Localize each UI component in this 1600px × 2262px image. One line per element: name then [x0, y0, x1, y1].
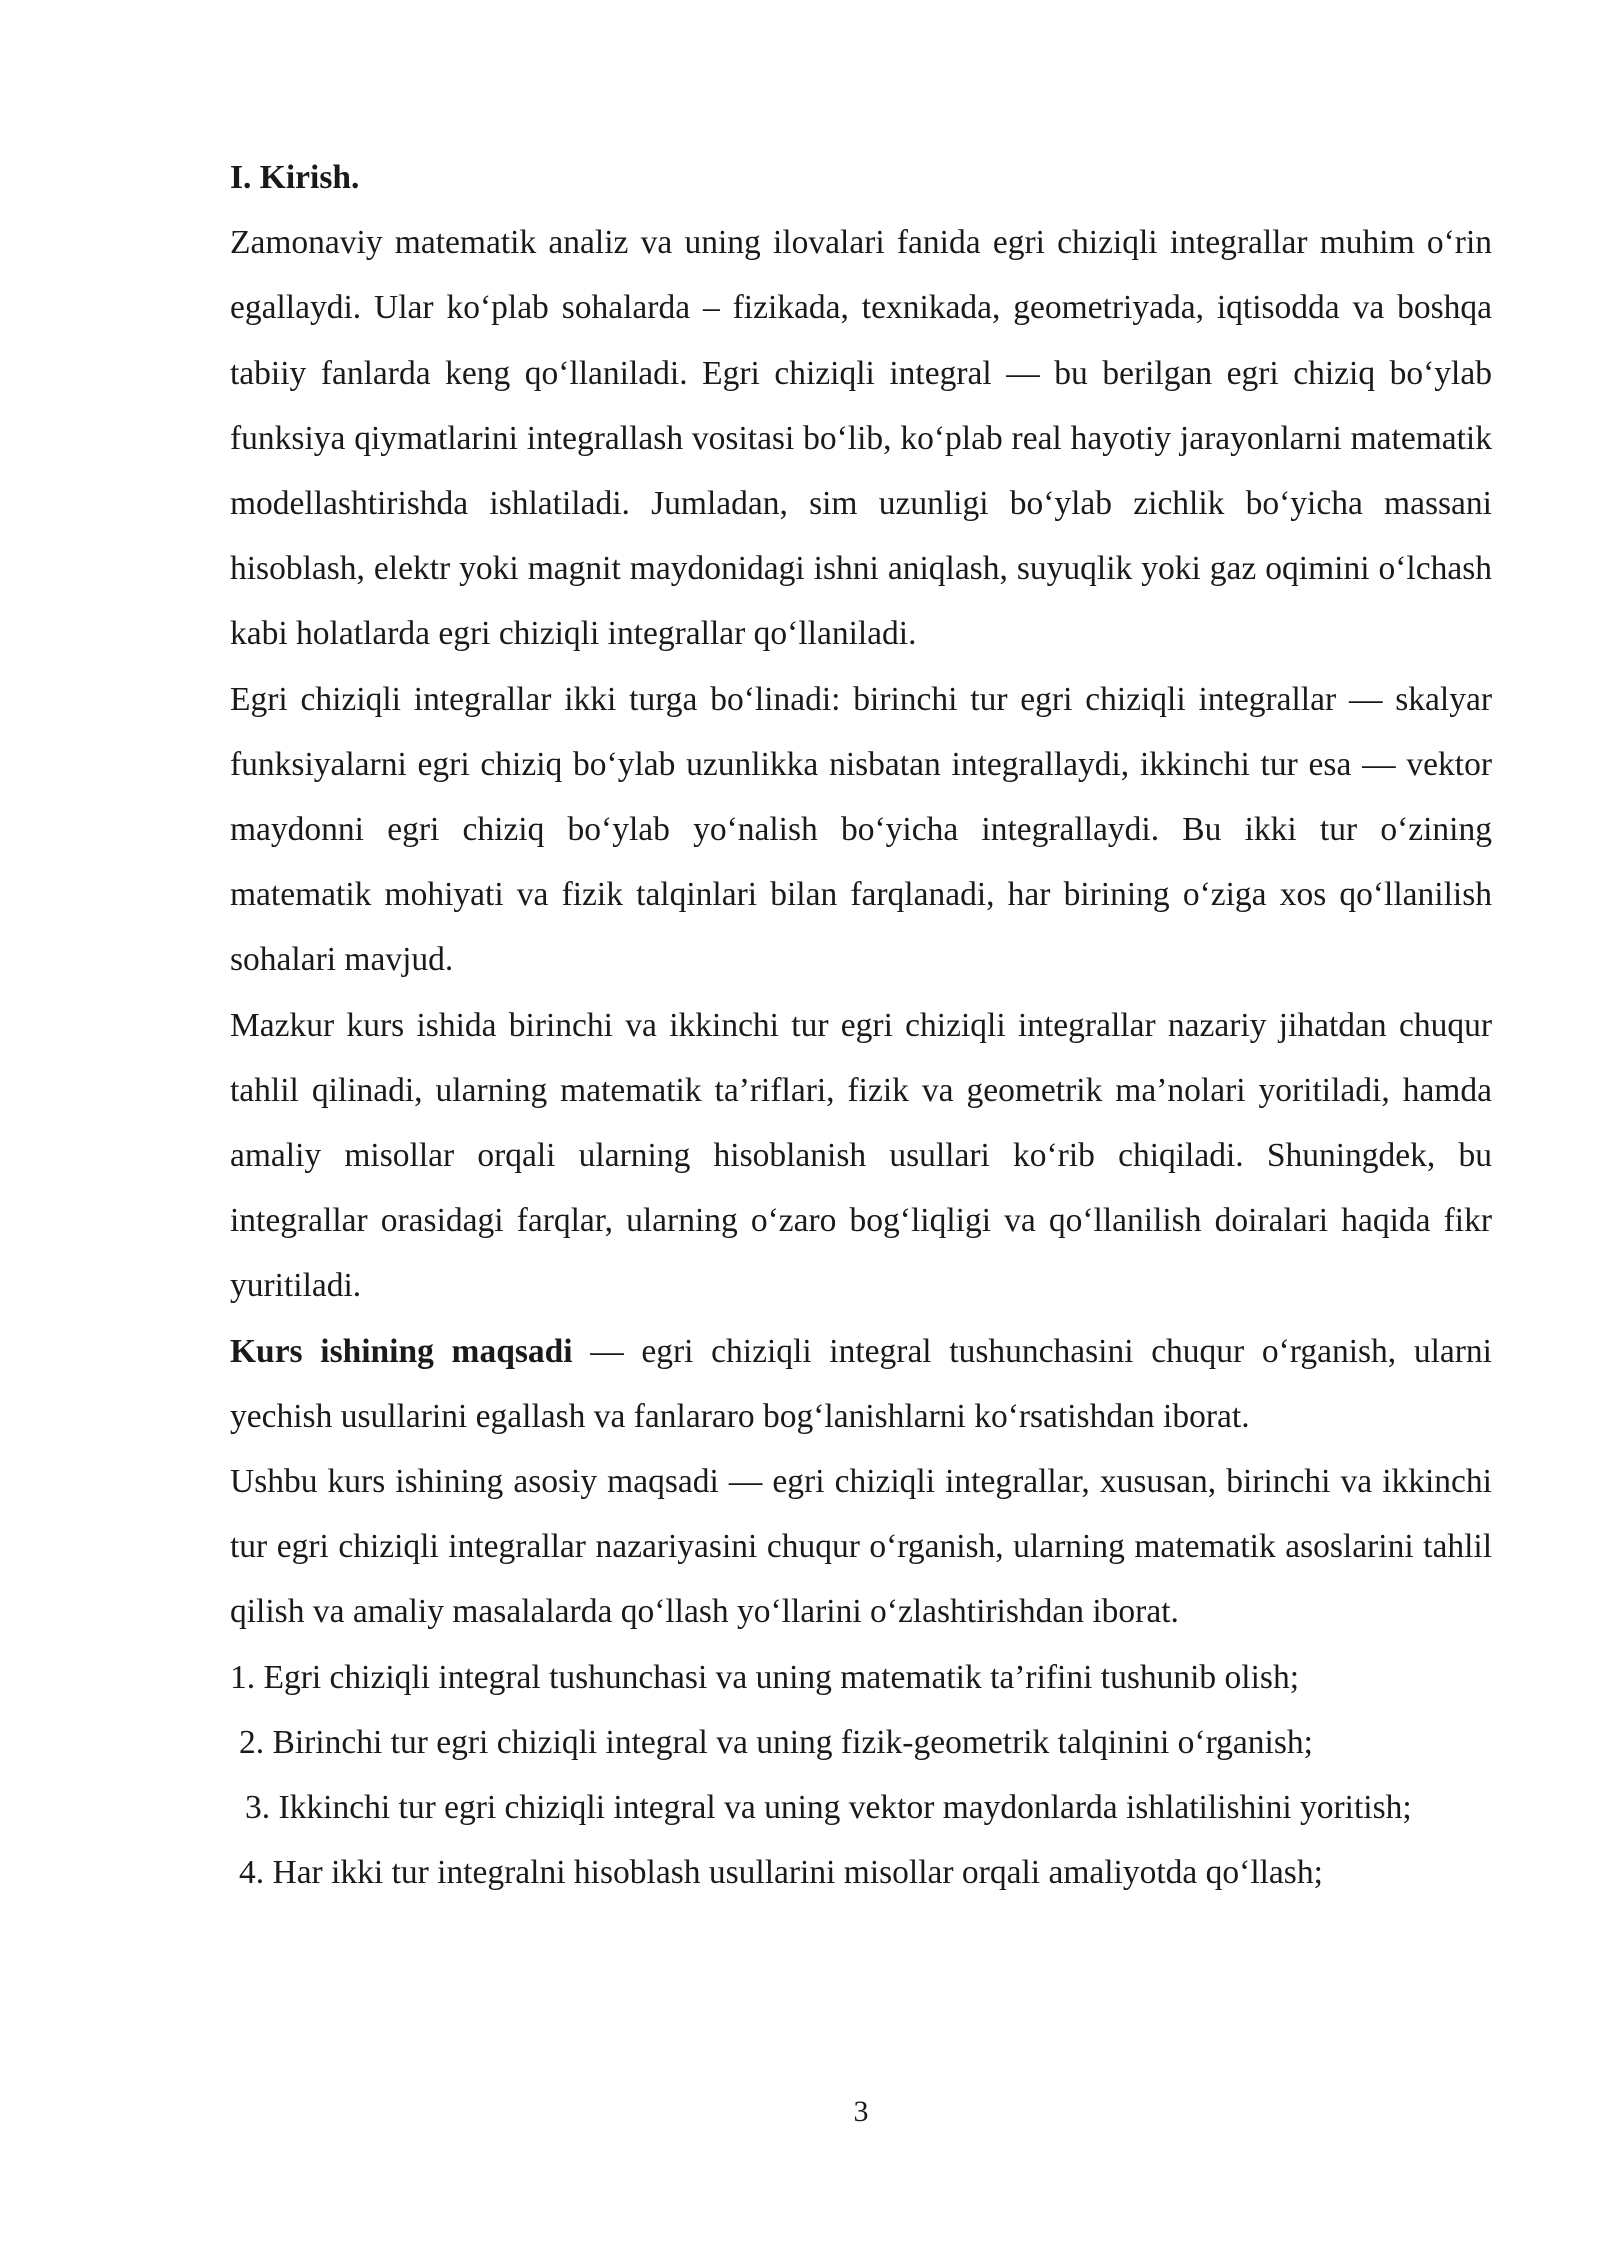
- page-number: 3: [853, 2095, 869, 2128]
- goal-label: Kurs ishining maqsadi: [230, 1332, 573, 1370]
- goal-paragraph: [230, 1319, 1492, 1449]
- main-goal-paragraph: Ushbu kurs ishining asosiy maqsadi — egri chiziqli integrallar, xususan, birinchi va ikkinchi tur egri chiziqli integrallar nazariyasini chuqur o‘rganish, ularning matematik asoslarini tahlil qilish va amaliy masalalarda qo‘llash yo‘llarini o‘zlashtirishdan iborat.: [230, 1463, 1492, 1631]
- document-page: [230, 145, 1492, 1905]
- intro-paragraph: Zamonaviy matematik analiz va uning ilovalari fanida egri chiziqli integrallar muhim o‘rin egallaydi. Ular ko‘plab sohalarda – fizikada, texnikada, geometriyada, iqtisodda va boshqa tabiiy fanlarda keng qo‘llaniladi. Egri chiziqli integral — bu berilgan egri chiziq bo‘ylab funksiya qiymatlarini integrallash vositasi bo‘lib, ko‘plab real hayotiy jarayonlarni matematik modellashtirishda ishlatiladi. Jumladan, sim uzunligi bo‘ylab zichlik bo‘yicha massani hisoblash, elektr yoki magnit maydonidagi ishni aniqlash, suyuqlik yoki gaz oqimini o‘lchash kabi holatlarda egri chiziqli integrallar qo‘llaniladi.: [230, 224, 1492, 653]
- types-paragraph: Egri chiziqli integrallar ikki turga bo‘linadi: birinchi tur egri chiziqli integrallar — skalyar funksiyalarni egri chiziq bo‘ylab uzunlikka nisbatan integrallaydi, ikkinchi tur esa — vektor maydonni egri chiziq bo‘ylab yo‘nalish bo‘yicha integrallaydi. Bu ikki tur o‘zining matematik mohiyati va fizik talqinlari bilan farqlanadi, har birining o‘ziga xos qo‘llanilish sohalari mavjud.: [230, 680, 1492, 979]
- list-item-1: 1. Egri chiziqli integral tushunchasi va uning matematik ta’rifini tushunib olish;: [230, 1658, 1300, 1696]
- section-heading: I. Kirish.: [230, 159, 360, 196]
- list-item-2: 2. Birinchi tur egri chiziqli integral va uning fizik-geometrik talqinini o‘rganish;: [239, 1723, 1313, 1761]
- goal-text: — egri chiziqli integral tushunchasini chuqur o‘rganish, ularni yechish usullarini egallash va fanlararo bog‘lanishlarni ko‘rsatishdan iborat.: [230, 1332, 1492, 1435]
- scope-paragraph: Mazkur kurs ishida birinchi va ikkinchi tur egri chiziqli integrallar nazariy jihatdan chuqur tahlil qilinadi, ularning matematik ta’riflari, fizik va geometrik ma’nolari yoritiladi, hamda amaliy misollar orqali ularning hisoblanish usullari ko‘rib chiqiladi. Shuningdek, bu integrallar orasidagi farqlar, ularning o‘zaro bog‘liqligi va qo‘llanilish doiralari haqida fikr yuritiladi.: [230, 1006, 1492, 1305]
- list-item-3: 3. Ikkinchi tur egri chiziqli integral va uning vektor maydonlarda ishlatilishini yoritish;: [245, 1789, 1412, 1827]
- list-item-4: 4. Har ikki tur integralni hisoblash usullarini misollar orqali amaliyotda qo‘llash;: [239, 1854, 1323, 1892]
